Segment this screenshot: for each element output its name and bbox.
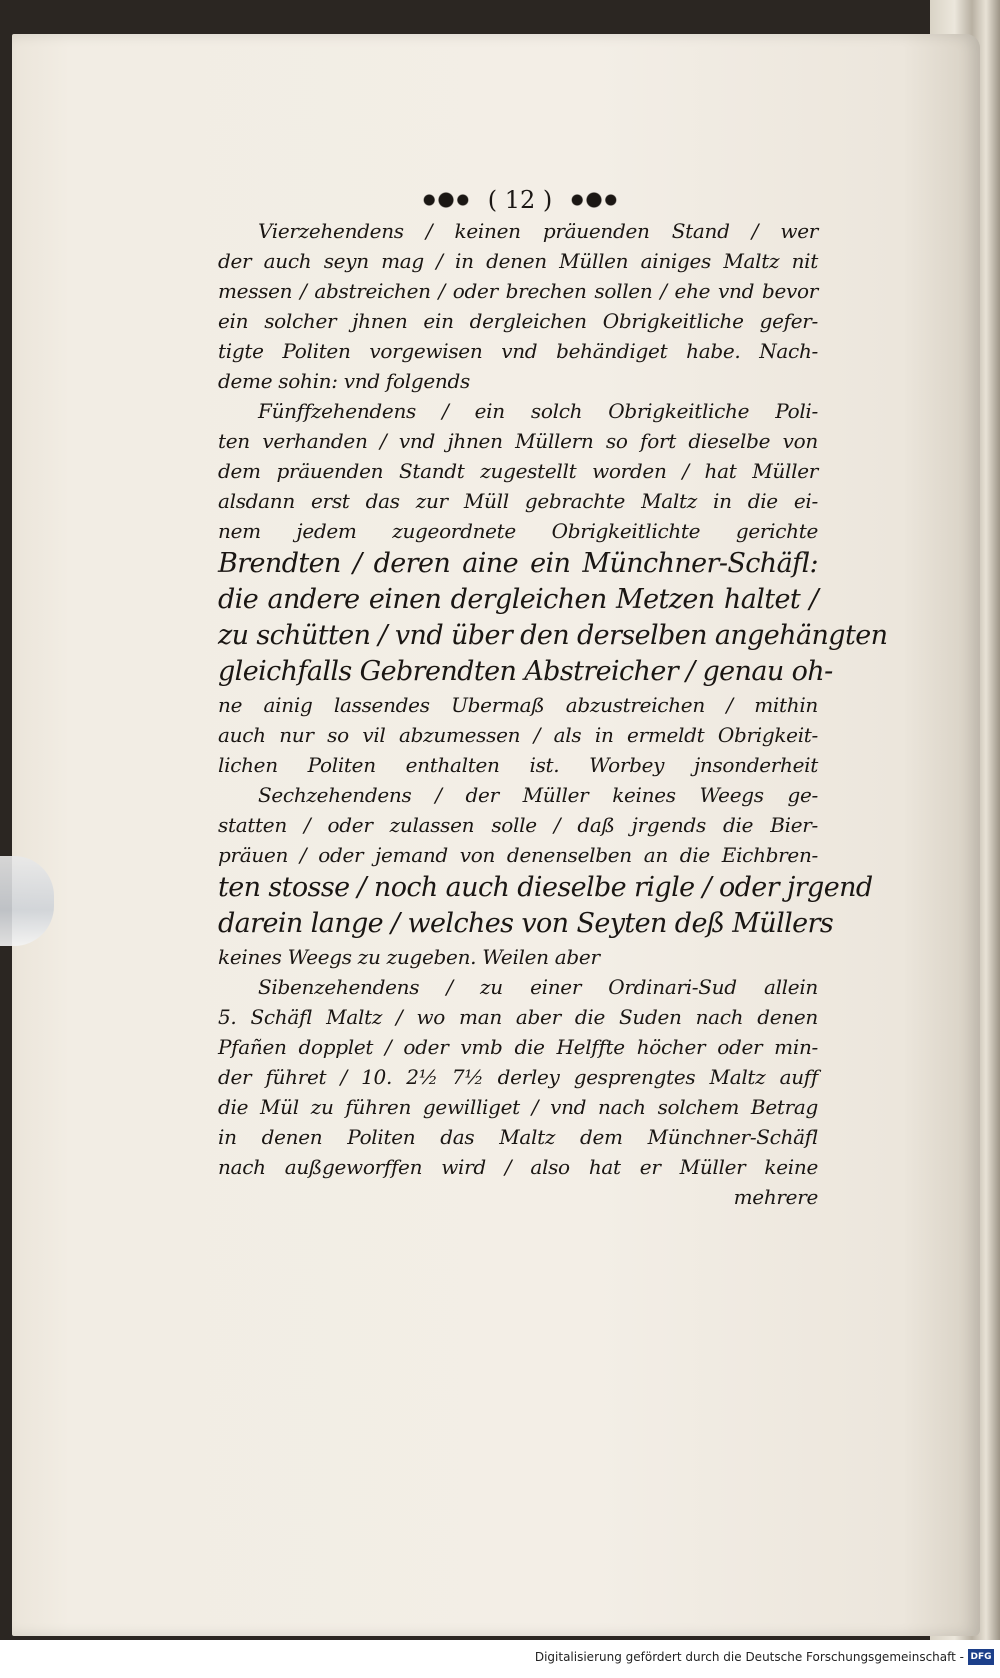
text-line: Brendten / deren aine ein Münchner-Schäfl: — [218, 548, 818, 579]
text-line: zu schütten / vnd über den derselben angehängten — [218, 620, 888, 651]
text-line: 5. Schäfl Maltz / wo man aber die Suden nach denen — [218, 1005, 818, 1029]
text-line: nach außgeworffen wird / also hat er Müller keine — [218, 1155, 818, 1179]
page-header — [400, 180, 640, 220]
text-line: ten stosse / noch auch dieselbe rigle / oder jrgend — [218, 872, 873, 903]
text-line: der auch seyn mag / in denen Müllen ainiges Maltz nit — [218, 249, 818, 273]
dfg-logo: DFG — [968, 1649, 994, 1665]
footer-bar — [0, 1640, 1000, 1678]
text-line: Fünffzehendens / ein solch Obrigkeitliche Poli- — [258, 399, 818, 423]
text-line: die andere einen dergleichen Metzen haltet / — [218, 584, 818, 615]
text-line: alsdann erst das zur Müll gebrachte Maltz in die ei- — [218, 489, 818, 513]
text-line: statten / oder zulassen solle / daß jrgends die Bier- — [218, 813, 818, 837]
text-line: gleichfalls Gebrendten Abstreicher / genau oh- — [218, 656, 833, 687]
text-line: deme sohin: vnd folgends — [218, 369, 470, 393]
text-line: nem jedem zugeordnete Obrigkeitlichte gerichte — [218, 519, 818, 543]
body-text — [218, 216, 888, 1212]
text-line: mehrere — [733, 1185, 818, 1209]
text-line: ne ainig lassendes Ubermaß abzustreichen / mithin — [218, 693, 818, 717]
text-line: Vierzehendens / keinen präuenden Stand / wer — [258, 219, 818, 243]
text-line: ten verhanden / vnd jhnen Müllern so fort dieselbe von — [218, 429, 818, 453]
text-line: der führet / 10. 2½ 7½ derley gesprengtes Maltz auff — [218, 1065, 818, 1089]
text-line: auch nur so vil abzumessen / als in ermeldt Obrigkeit- — [218, 723, 818, 747]
text-line: Sibenzehendens / zu einer Ordinari-Sud allein — [258, 975, 818, 999]
text-line: messen / abstreichen / oder brechen sollen / ehe vnd bevor — [218, 279, 818, 303]
text-line: ein solcher jhnen ein dergleichen Obrigkeitliche gefer- — [218, 309, 818, 333]
funding-credit: Digitalisierung gefördert durch die Deutsche Forschungsgemeinschaft - — [534, 1650, 964, 1664]
text-line: keines Weegs zu zugeben. Weilen aber — [218, 945, 600, 969]
text-line: präuen / oder jemand von denenselben an die Eichbren- — [218, 843, 818, 867]
text-line: in denen Politen das Maltz dem Münchner-Schäfl — [218, 1125, 818, 1149]
text-line: dem präuenden Standt zugestellt worden / hat Müller — [218, 459, 818, 483]
fleuron-ornament-icon — [418, 189, 474, 211]
text-line: tigte Politen vorgewisen vnd behändiget habe. Nach- — [218, 339, 818, 363]
text-line: lichen Politen enthalten ist. Worbey jnsonderheit — [218, 753, 818, 777]
text-line: Sechzehendens / der Müller keines Weegs ge- — [258, 783, 818, 807]
fleuron-ornament-icon — [566, 189, 622, 211]
page-number: ( 12 ) — [487, 186, 553, 214]
text-line: darein lange / welches von Seyten deß Müllers — [218, 908, 834, 939]
text-line: die Mül zu führen gewilliget / vnd nach solchem Betrag — [218, 1095, 818, 1119]
text-line: Pfañen dopplet / oder vmb die Helffte höcher oder min- — [218, 1035, 818, 1059]
